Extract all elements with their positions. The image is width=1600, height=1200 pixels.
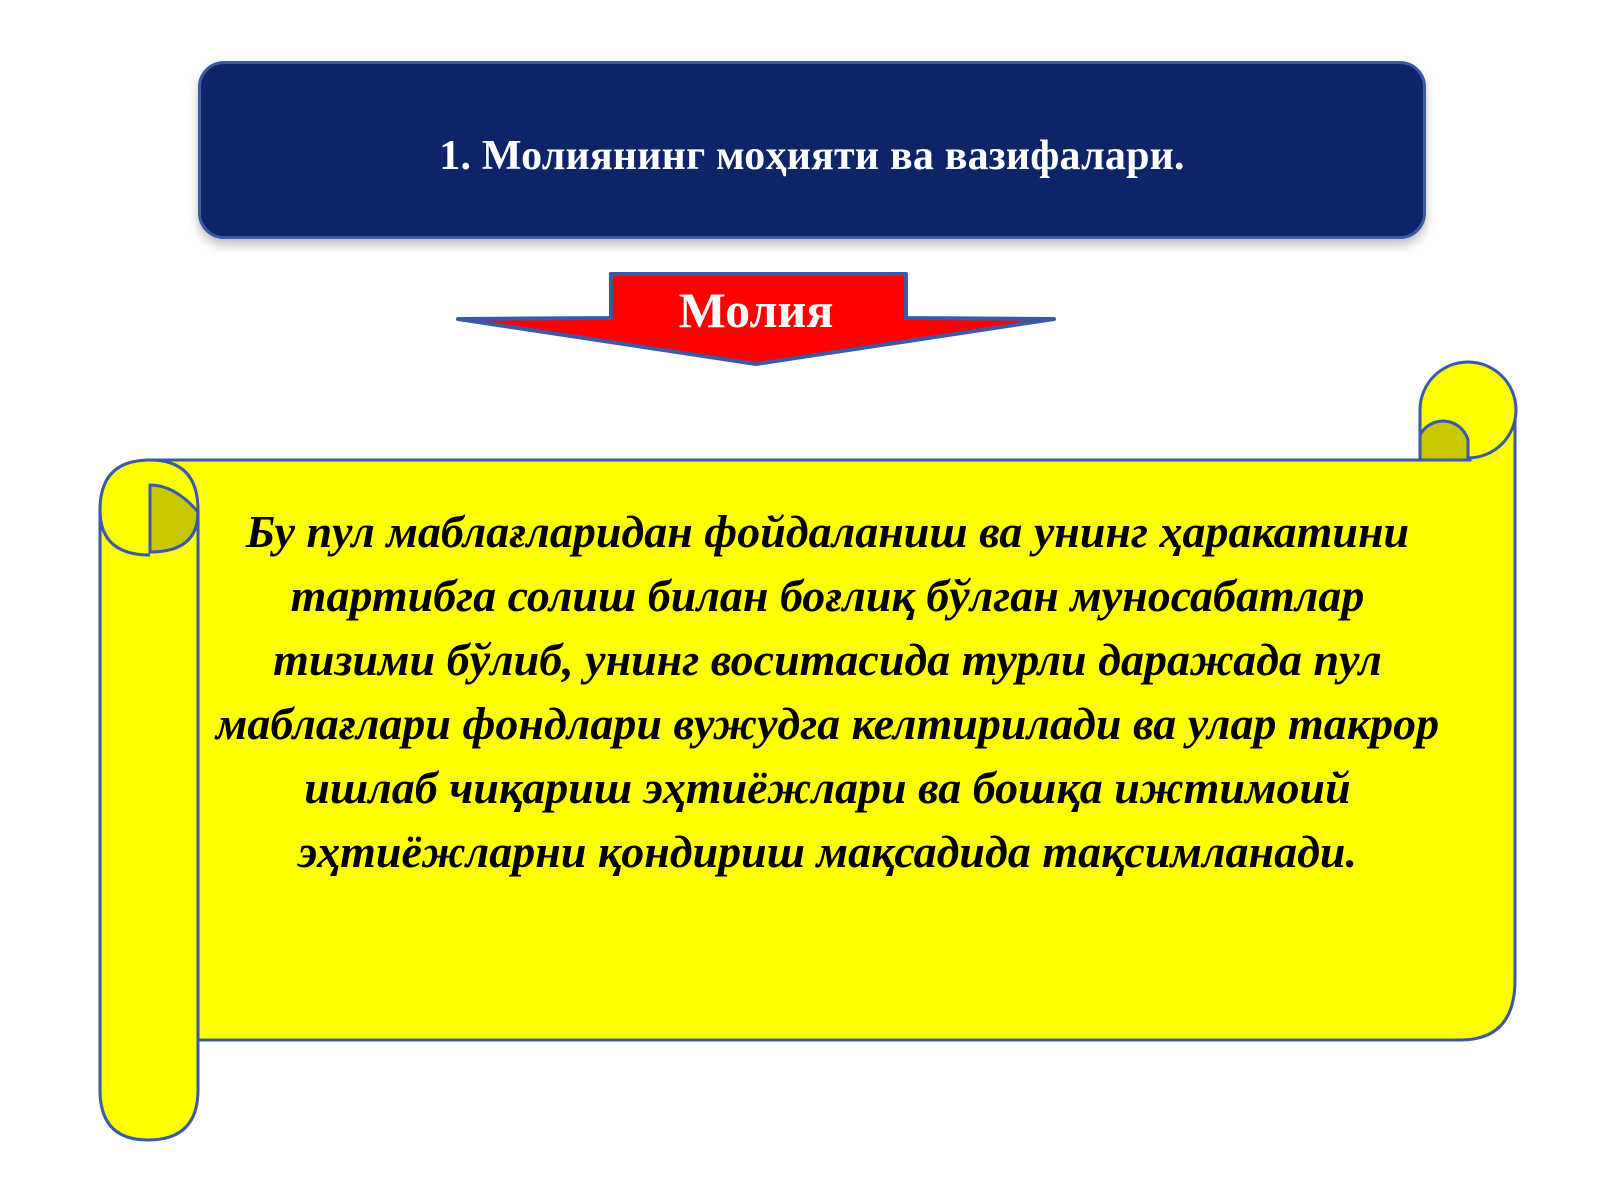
scroll-left-roll: [100, 460, 198, 1140]
definition-text: Бу пул маблағларидан фойдаланиш ва унинг ҳаракатини тартибга солиш билан боғлиқ бўлган муносабатлар тизими бўлиб, унинг воситасида турли даражада пул маблағлари фондлари вужудга келтирилади ва улар такрор ишлаб чиқариш эҳтиёжлари ва бошқа ижтимоий эҳтиёжларни қондириш мақсадида тақсимланади.: [215, 506, 1440, 877]
scroll-top-right-curl-inner: [1420, 421, 1468, 460]
slide-title: 1. Молиянинг моҳияти ва вазифалари.: [439, 133, 1185, 179]
arrow-label: Молия: [678, 282, 834, 338]
